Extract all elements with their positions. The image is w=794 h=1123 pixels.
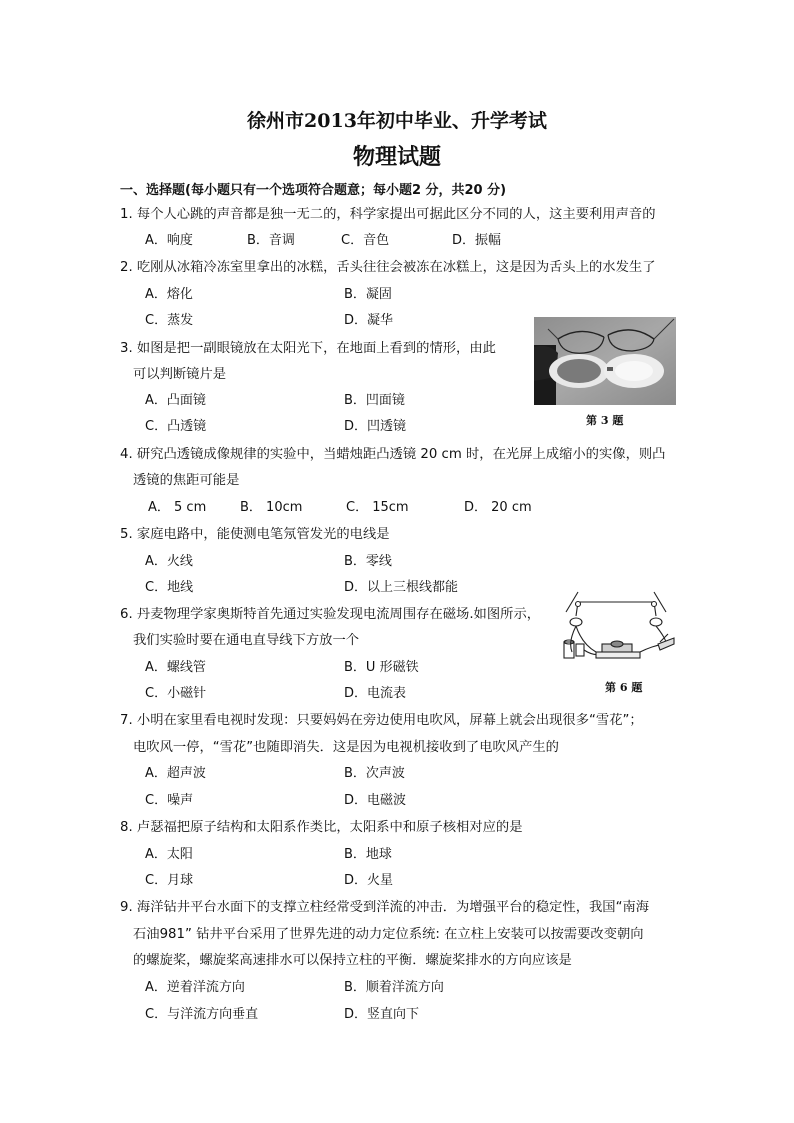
question-4-option-d: D． 20 cm xyxy=(464,500,532,515)
question-7-option-c: C．噪声 xyxy=(145,793,194,808)
question-3-stem-line-1: 3. 如图是把一副眼镜放在太阳光下，在地面上看到的情形，由此 xyxy=(120,341,496,356)
question-1-option-b: B．音调 xyxy=(247,233,295,248)
question-7-stem-line-1: 7. 小明在家里看电视时发现：只要妈妈在旁边使用电吹风，屏幕上就会出现很多“雪花”； xyxy=(120,713,643,728)
question-2-option-c: C．蒸发 xyxy=(145,313,194,328)
question-4-stem-line-1: 4. 研究凸透镜成像规律的实验中，当蜡烛距凸透镜 20 cm 时，在光屏上成缩小的实像，则凸 xyxy=(120,447,666,462)
question-9-option-c: C．与洋流方向垂直 xyxy=(145,1007,259,1022)
question-1-stem: 1. 每个人心跳的声音都是独一无二的，科学家提出可据此区分不同的人，这主要利用声音的 xyxy=(120,207,656,222)
figure-3-glasses-photo xyxy=(534,317,676,405)
question-8-option-d: D．火星 xyxy=(344,873,394,888)
question-5-option-b: B．零线 xyxy=(344,554,392,569)
question-6-stem-line-2: 我们实验时要在通电直导线下方放一个 xyxy=(133,633,360,648)
figure-6-caption: 第 6 题 xyxy=(605,681,643,694)
question-6-option-a: A．螺线管 xyxy=(145,660,206,675)
exam-title: 徐州市2013年初中毕业、升学考试 xyxy=(247,110,547,132)
question-5-stem: 5. 家庭电路中，能使测电笔氖管发光的电线是 xyxy=(120,527,390,542)
question-8-option-b: B．地球 xyxy=(344,847,392,862)
question-3-option-c: C．凸透镜 xyxy=(145,419,207,434)
exam-subject: 物理试题 xyxy=(352,144,441,170)
question-4-stem-line-2: 透镜的焦距可能是 xyxy=(133,473,240,488)
question-2-stem: 2. 吃刚从冰箱冷冻室里拿出的冰糕，舌头往往会被冻在冰糕上，这是因为舌头上的水发生了 xyxy=(120,260,656,275)
question-7-option-a: A．超声波 xyxy=(145,766,206,781)
question-5-option-a: A．火线 xyxy=(145,554,193,569)
question-3-stem-line-2: 可以判断镜片是 xyxy=(133,367,227,382)
question-2-option-a: A．熔化 xyxy=(145,287,193,302)
question-9-option-d: D．竖直向下 xyxy=(344,1007,420,1022)
question-5-option-c: C．地线 xyxy=(145,580,194,595)
figure-3-caption: 第 3 题 xyxy=(586,414,624,427)
question-7-stem-line-2: 电吹风一停，“雪花”也随即消失．这是因为电视机接收到了电吹风产生的 xyxy=(133,740,559,755)
question-4-option-b: B． 10cm xyxy=(240,500,303,515)
question-5-option-d: D．以上三根线都能 xyxy=(344,580,459,595)
question-1-option-d: D．振幅 xyxy=(452,233,502,248)
question-9-option-b: B．顺着洋流方向 xyxy=(344,980,444,995)
question-4-option-c: C． 15cm xyxy=(346,500,409,515)
question-3-option-d: D．凹透镜 xyxy=(344,419,407,434)
question-6-option-b: B．U 形磁铁 xyxy=(344,660,419,675)
question-9-option-a: A．逆着洋流方向 xyxy=(145,980,245,995)
question-7-option-b: B．次声波 xyxy=(344,766,405,781)
question-1-option-a: A．响度 xyxy=(145,233,193,248)
question-6-stem-line-1: 6. 丹麦物理学家奥斯特首先通过实验发现电流周围存在磁场.如图所示， xyxy=(120,607,541,622)
question-1-option-c: C．音色 xyxy=(341,233,390,248)
figure-6-circuit-diagram xyxy=(556,586,680,670)
question-2-option-d: D．凝华 xyxy=(344,313,394,328)
question-9-stem-line-2: 石油981” 钻井平台采用了世界先进的动力定位系统: 在立柱上安装可以按需要改变朝向 xyxy=(133,927,644,942)
question-7-option-d: D．电磁波 xyxy=(344,793,407,808)
question-8-stem: 8. 卢瑟福把原子结构和太阳系作类比，太阳系中和原子核相对应的是 xyxy=(120,820,523,835)
question-8-option-c: C．月球 xyxy=(145,873,194,888)
question-2-option-b: B．凝固 xyxy=(344,287,392,302)
question-3-option-b: B．凹面镜 xyxy=(344,393,405,408)
question-9-stem-line-3: 的螺旋桨，螺旋桨高速排水可以保持立柱的平衡．螺旋桨排水的方向应该是 xyxy=(133,953,572,968)
question-4-option-a: A． 5 cm xyxy=(148,500,207,515)
question-6-option-c: C．小磁针 xyxy=(145,686,207,701)
section-header: 一、选择题(每小题只有一个选项符合题意；每小题2 分，共20 分) xyxy=(120,183,507,198)
question-6-option-d: D．电流表 xyxy=(344,686,407,701)
question-8-option-a: A．太阳 xyxy=(145,847,193,862)
question-9-stem-line-1: 9. 海洋钻井平台水面下的支撑立柱经常受到洋流的冲击．为增强平台的稳定性，我国“南海 xyxy=(120,900,650,915)
question-3-option-a: A．凸面镜 xyxy=(145,393,206,408)
